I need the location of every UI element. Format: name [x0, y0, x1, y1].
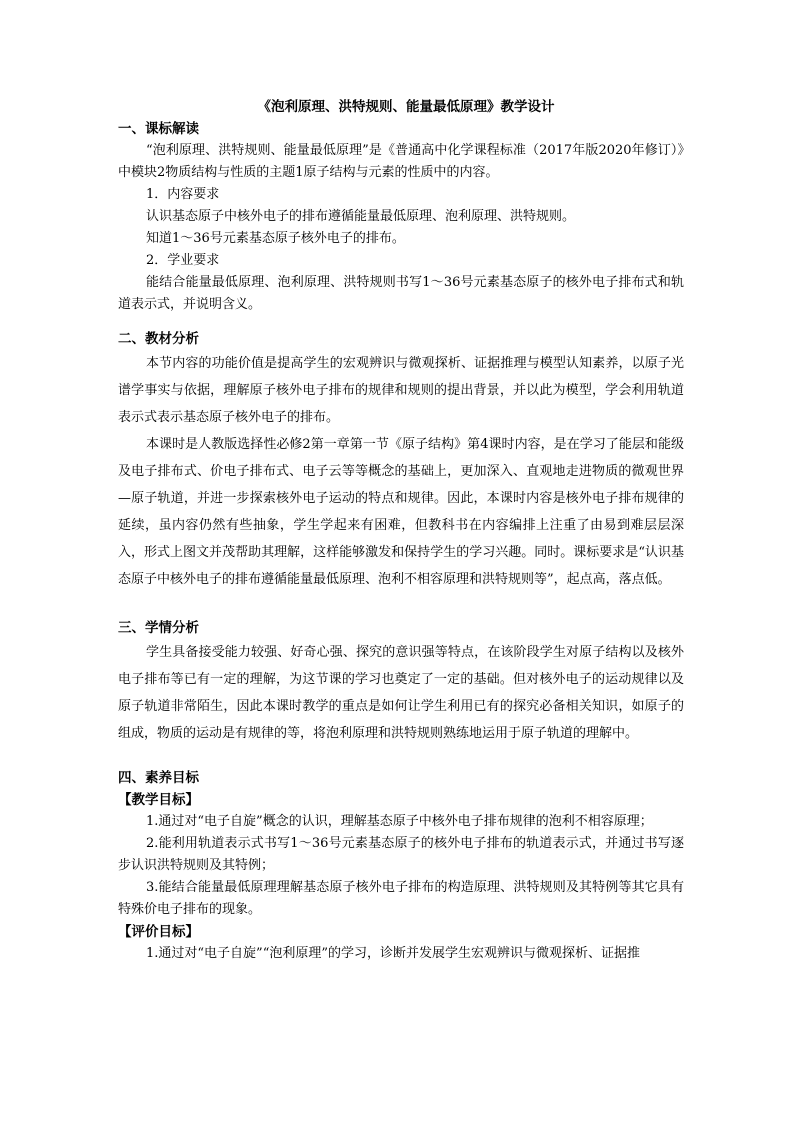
teaching-goal-3: 3.能结合能量最低原理理解基态原子核外电子排布的构造原理、洪特规则及其特例等其它具有特殊价电子排布的现象。	[118, 880, 684, 917]
learners-paragraph: 学生具备接受能力较强、好奇心强、探究的意识强等特点，在该阶段学生对原子结构以及核外电子排布等已有一定的理解，为这节课的学习也奠定了一定的基础。但对核外电子的运动规律以及原子轨道非常陌生，因此本课时教学的重点是如何让学生利用已有的探究必备相关知识，如原子的组成，物质的运动是有规律的等，将泡利原理和洪特规则熟练地运用于原子轨道的理解中。	[118, 645, 684, 741]
section-heading-learners: 三、学情分析	[118, 620, 199, 636]
document-title: 《泡利原理、洪特规则、能量最低原理》教学设计	[257, 99, 555, 115]
textbook-paragraph-1: 本节内容的功能价值是提高学生的宏观辨识与微观探析、证据推理与模型认知素养，以原子光谱学事实与依据，理解原子核外电子排布的规律和规则的提出背景，并以此为模型，学会利用轨道表示式表示基态原子核外电子的排布。	[118, 356, 684, 425]
curriculum-intro: “泡利原理、洪特规则、能量最低原理”是《普通高中化学课程标准（2017年版2020年修订）》中模块2物质结构与性质的主题1原子结构与元素的性质中的内容。	[118, 143, 684, 180]
evaluation-goals-label: 【评价目标】	[118, 924, 199, 940]
teaching-goals-label: 【教学目标】	[118, 792, 199, 808]
content-requirements-subheading: 1．内容要求	[146, 187, 220, 202]
spacer	[118, 593, 684, 617]
academic-requirement: 能结合能量最低原理、泡利原理、洪特规则书写1～36号元素基态原子的核外电子排布式和轨道表示式，并说明含义。	[118, 275, 684, 312]
teaching-goal-1: 1.通过对“电子自旋”概念的认识，理解基态原子中核外电子排布规律的泡利不相容原理；	[146, 814, 653, 829]
spacer	[118, 316, 684, 328]
content-requirement-1: 认识基态原子中核外电子的排布遵循能量最低原理、泡利原理、洪特规则。	[146, 209, 576, 224]
section-heading-goals: 四、素养目标	[118, 770, 199, 786]
textbook-paragraph-2: 本课时是人教版选择性必修2第一章第一节《原子结构》第4课时内容，是在学习了能层和能级及电子排布式、价电子排布式、电子云等等概念的基础上，更加深入、直观地走进物质的微观世界—原子轨道，并进一步探索核外电子运动的特点和规律。因此，本课时内容是核外电子排布规律的延续，虽内容仍然有些抽象，学生学起来有困难，但教科书在内容编排上注重了由易到难层层深入，形式上图文并茂帮助其理解，这样能够激发和保持学生的学习兴趣。同时。课标要求是“认识基态原子中核外电子的排布遵循能量最低原理、泡利不相容原理和洪特规则等”，起点高，落点低。	[118, 437, 684, 587]
document-page	[118, 96, 684, 965]
evaluation-goal-1: 1.通过对“电子自旋”“泡利原理”的学习，诊断并发展学生宏观辨识与微观探析、证据推	[146, 946, 640, 961]
spacer	[118, 747, 684, 767]
content-requirement-2: 知道1～36号元素基态原子核外电子的排布。	[146, 231, 405, 246]
teaching-goal-2: 2.能利用轨道表示式书写1～36号元素基态原子的核外电子排布的轨道表示式，并通过书写逐步认识洪特规则及其特例；	[118, 836, 684, 873]
section-heading-textbook: 二、教材分析	[118, 331, 199, 347]
academic-requirements-subheading: 2．学业要求	[146, 253, 220, 268]
section-heading-curriculum: 一、课标解读	[118, 121, 199, 137]
